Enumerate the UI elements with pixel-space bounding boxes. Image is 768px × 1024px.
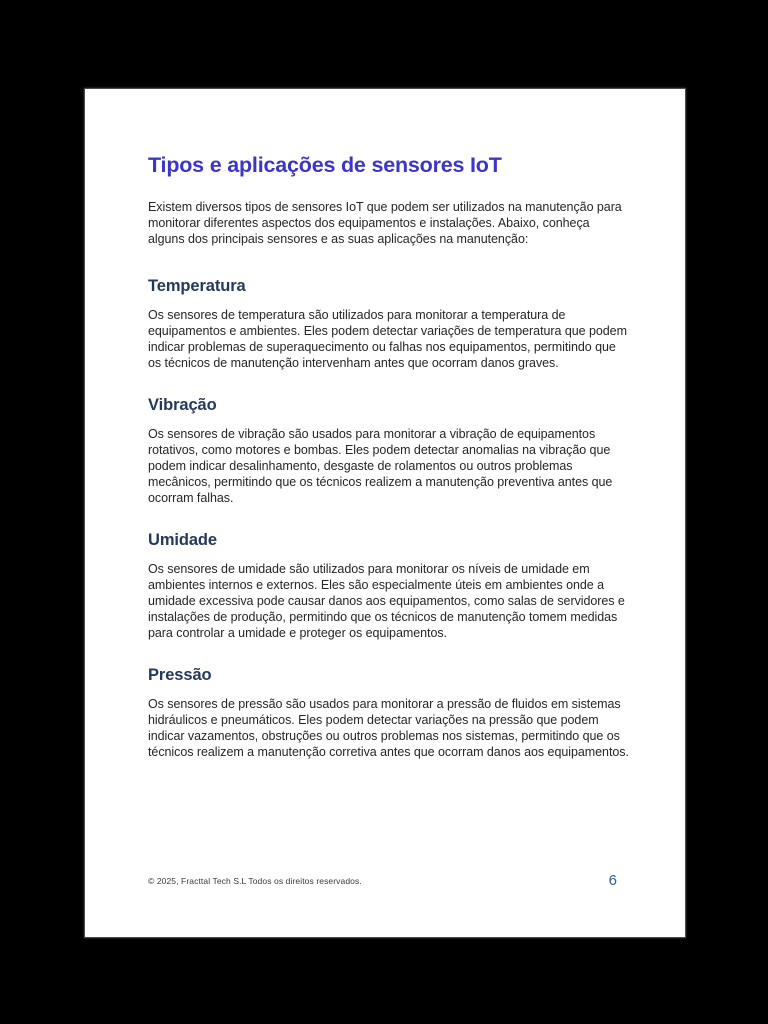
page-footer bbox=[148, 872, 617, 889]
section-body-temperatura: Os sensores de temperatura são utilizados para monitorar a temperatura de equipamentos e ambientes. Eles podem detectar variações de temperatura que podem indicar problemas de superaquecimento ou falhas nos equipamentos, permitindo que os técnicos de manutenção intervenham antes que ocorram danos graves. bbox=[148, 308, 627, 370]
section-heading-vibracao: Vibração bbox=[148, 396, 217, 414]
section-heading-pressao: Pressão bbox=[148, 666, 212, 684]
section-temperatura bbox=[148, 275, 629, 371]
page-title: Tipos e aplicações de sensores IoT bbox=[148, 153, 502, 177]
section-vibracao bbox=[148, 394, 629, 506]
intro-paragraph: Existem diversos tipos de sensores IoT que podem ser utilizados na manutenção para monitorar diferentes aspectos dos equipamentos e instalações. Abaixo, conheça alguns dos principais sensores e as suas aplicações na manutenção: bbox=[148, 200, 622, 246]
document-page bbox=[84, 88, 686, 938]
section-pressao bbox=[148, 664, 629, 760]
section-body-pressao: Os sensores de pressão são usados para monitorar a pressão de fluidos em sistemas hidráulicos e pneumáticos. Eles podem detectar variações na pressão que podem indicar vazamentos, obstruções ou outros problemas nos sistemas, permitindo que os técnicos realizem a manutenção corretiva antes que ocorram danos aos equipamentos. bbox=[148, 697, 629, 759]
section-umidade bbox=[148, 529, 629, 641]
section-heading-temperatura: Temperatura bbox=[148, 277, 246, 295]
section-heading-umidade: Umidade bbox=[148, 531, 217, 549]
page-number: 6 bbox=[608, 872, 617, 889]
section-body-vibracao: Os sensores de vibração são usados para monitorar a vibração de equipamentos rotativos, como motores e bombas. Eles podem detectar anomalias na vibração que podem indicar desalinhamento, desgaste de rolamentos ou outros problemas mecânicos, permitindo que os técnicos realizem a manutenção preventiva antes que ocorram falhas. bbox=[148, 427, 613, 505]
section-body-umidade: Os sensores de umidade são utilizados para monitorar os níveis de umidade em ambientes internos e externos. Eles são especialmente úteis em ambientes onde a umidade excessiva pode causar danos aos equipamentos, como salas de servidores e instalações de produção, permitindo que os técnicos de manutenção tomem medidas para controlar a umidade e proteger os equipamentos. bbox=[148, 562, 625, 640]
page-content bbox=[148, 151, 629, 783]
copyright-text: © 2025, Fracttal Tech S.L Todos os direitos reservados. bbox=[148, 875, 362, 886]
